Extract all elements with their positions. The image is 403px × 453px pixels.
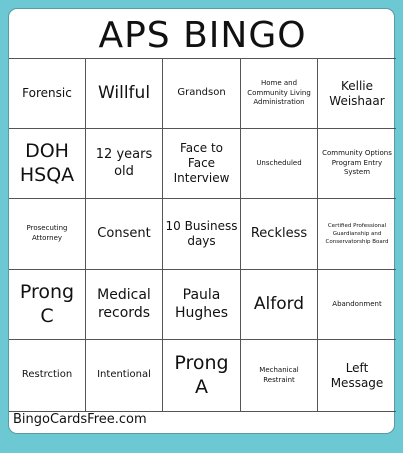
bingo-cell: 10 Business days <box>163 199 241 270</box>
bingo-cell: Reckless <box>241 199 318 270</box>
bingo-cell: Alford <box>241 270 318 340</box>
bingo-cell: 12 years old <box>86 129 163 199</box>
bingo-cell: Community Options Program Entry System <box>318 129 396 199</box>
bingo-cell: Consent <box>86 199 163 270</box>
bingo-cell: Prong A <box>163 340 241 412</box>
bingo-cell: Restrction <box>9 340 86 412</box>
bingo-cell: Abandonment <box>318 270 396 340</box>
bingo-cell: Home and Community Living Administration <box>241 59 318 129</box>
bingo-cell: Intentional <box>86 340 163 412</box>
bingo-cell: DOH HSQA <box>9 129 86 199</box>
bingo-cell: Prong C <box>9 270 86 340</box>
bingo-cell: Kellie Weishaar <box>318 59 396 129</box>
bingo-cell: Mechanical Restraint <box>241 340 318 412</box>
bingo-cell: Certified Professional Guardianship and Conservatorship Board <box>318 199 396 270</box>
card-title: APS BINGO <box>98 15 307 56</box>
bingo-cell: Left Message <box>318 340 396 412</box>
bingo-cell: Medical records <box>86 270 163 340</box>
bingo-cell: Forensic <box>9 59 86 129</box>
footer-credit: BingoCardsFree.com <box>13 412 147 427</box>
bingo-cell: Unscheduled <box>241 129 318 199</box>
bingo-card <box>8 8 395 434</box>
bingo-cell: Face to Face Interview <box>163 129 241 199</box>
bingo-cell: Paula Hughes <box>163 270 241 340</box>
bingo-grid <box>9 58 396 412</box>
bingo-cell: Prosecuting Attorney <box>9 199 86 270</box>
bingo-cell: Willful <box>86 59 163 129</box>
bingo-cell: Grandson <box>163 59 241 129</box>
